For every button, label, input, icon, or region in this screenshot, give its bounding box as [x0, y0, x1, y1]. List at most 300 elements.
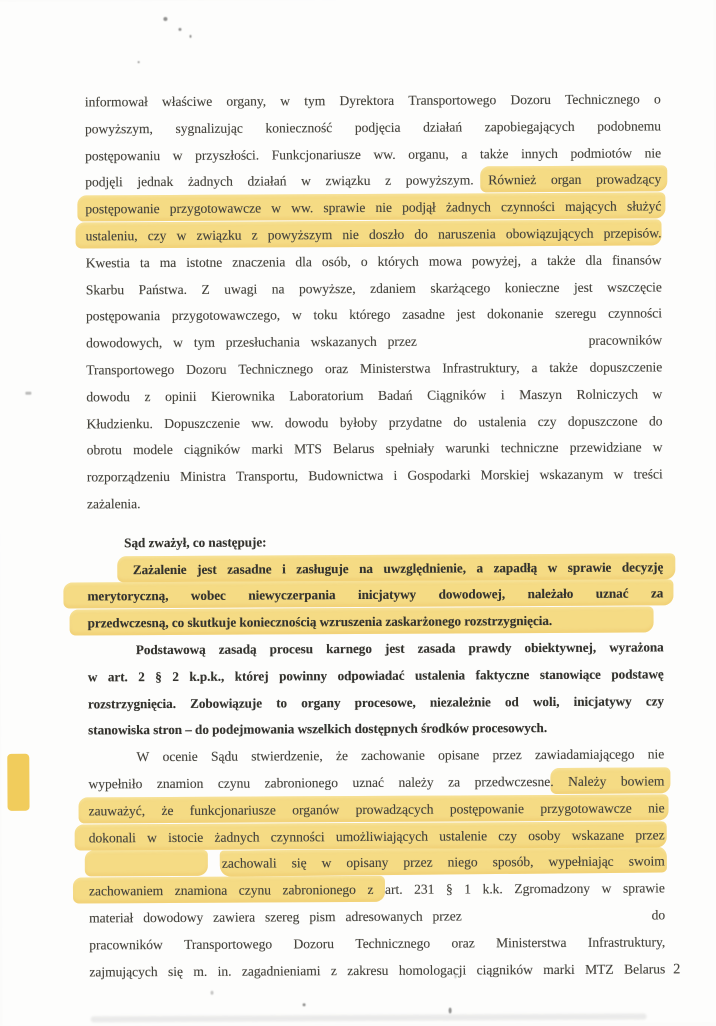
text-segment: sposób,	[492, 854, 534, 870]
text-segment: istocie	[168, 829, 204, 845]
text-segment: a	[476, 559, 484, 575]
text-segment: także	[479, 145, 509, 161]
text-segment: czy	[537, 413, 557, 429]
text-segment: przygotowawczego,	[171, 307, 281, 324]
text-segment: konieczne	[504, 279, 560, 295]
text-segment: byłoby	[339, 414, 378, 430]
text-segment: przewidziane	[569, 439, 642, 456]
redacted-gap	[88, 759, 123, 761]
text-segment: zachowanie	[361, 747, 425, 764]
text-segment: prowadzących	[355, 801, 434, 817]
text-segment: a	[531, 360, 538, 376]
text-segment: wyrażona	[609, 639, 664, 655]
text-segment: zasadne	[227, 561, 272, 577]
text-segment: procesowe,	[354, 694, 416, 710]
text-segment: w	[547, 559, 558, 575]
text-segment: czynności	[270, 828, 325, 844]
text-segment: przygotowawcze	[169, 200, 262, 217]
text-segment: organ	[550, 172, 582, 188]
text-line	[87, 462, 663, 492]
text-segment: związku	[325, 173, 371, 189]
text-segment: k.k.	[482, 881, 503, 897]
text-segment: Funkcjonariusze	[271, 146, 361, 163]
text-segment: merytoryczną,	[87, 588, 169, 604]
text-segment: pism	[309, 909, 336, 925]
text-segment: szeregu	[555, 306, 597, 322]
text-segment: to	[276, 694, 288, 710]
text-segment: decyzję	[621, 558, 664, 575]
text-segment: jednak	[137, 174, 174, 190]
text-segment: sygnalizując	[175, 120, 243, 136]
text-segment: dowodu	[86, 388, 130, 405]
text-line	[88, 688, 664, 718]
text-segment: szereg	[264, 909, 300, 925]
text-segment: Infrastruktury,	[442, 360, 520, 376]
text-segment: Ministerstwa	[359, 360, 431, 376]
text-segment: stanowiące	[539, 666, 601, 682]
text-line	[89, 956, 665, 986]
text-segment: Ciągników	[427, 387, 487, 403]
text-segment: podobnemu	[597, 118, 662, 134]
text-segment: z	[251, 227, 258, 243]
text-segment: także	[547, 252, 576, 268]
text-segment: że	[335, 748, 348, 764]
text-segment: odpowiadać	[337, 667, 405, 683]
text-segment: materiał	[89, 910, 134, 926]
text-segment: zażalenia.	[86, 496, 141, 512]
text-segment: osób,	[321, 253, 351, 269]
text-segment: zakresu	[347, 962, 389, 978]
text-segment: mowa	[428, 253, 462, 269]
text-segment: art.	[384, 881, 403, 897]
text-segment: znamion	[156, 775, 204, 791]
text-segment: inicjatywy	[573, 693, 632, 709]
text-segment: dla	[295, 254, 312, 270]
text-segment: nie	[375, 200, 392, 216]
text-segment: faktyczne	[475, 666, 530, 683]
text-segment: wobec	[190, 588, 226, 604]
text-segment: in.	[217, 963, 232, 979]
text-segment: dopuszczenie	[589, 359, 663, 375]
scan-speck	[449, 1008, 452, 1014]
text-segment: informował	[84, 94, 148, 110]
text-line	[85, 167, 661, 197]
text-segment: do	[648, 412, 663, 429]
text-line	[85, 113, 661, 143]
text-segment: ma	[159, 254, 177, 270]
text-segment: Rolniczych	[576, 386, 638, 402]
text-segment: pracowników	[89, 936, 163, 953]
redacted-gap	[472, 917, 642, 920]
text-segment: uznać	[595, 585, 629, 602]
scan-shadow	[91, 1013, 647, 1022]
text-segment: a	[461, 146, 468, 162]
text-segment: i	[282, 560, 286, 576]
text-segment: zajmujących	[89, 963, 158, 979]
text-line	[88, 634, 664, 664]
text-segment: ww.	[373, 146, 396, 162]
text-segment: Dozoru	[293, 935, 334, 952]
text-segment: uwzględnienie,	[383, 559, 466, 576]
text-segment: nie	[648, 800, 665, 816]
text-segment: z	[385, 173, 392, 189]
text-segment: Belarus	[333, 441, 375, 457]
text-segment: zagadnieniami	[241, 962, 321, 979]
text-segment: także	[549, 359, 578, 375]
text-segment: organy	[301, 694, 341, 710]
text-segment: prawdy	[468, 640, 512, 656]
text-segment: Belarus	[624, 960, 666, 977]
text-segment: w	[87, 669, 98, 685]
text-segment: Zażalenie	[132, 561, 187, 577]
text-segment: Państwa.	[138, 281, 187, 297]
text-segment: z	[144, 388, 151, 404]
highlighter-overlap-mark	[7, 754, 29, 811]
text-segment: procesu	[269, 641, 314, 657]
redacted-gap	[428, 343, 578, 346]
text-segment: Zgromadzony	[514, 880, 591, 897]
text-segment: którego	[349, 307, 391, 323]
text-segment: w	[601, 880, 612, 896]
text-segment: ustalenia	[414, 667, 466, 683]
text-segment: Dozoru	[510, 91, 551, 108]
text-segment: zabronionego	[282, 882, 356, 898]
text-segment: postępowania	[85, 308, 161, 324]
text-segment: za	[448, 774, 461, 790]
text-segment: dopuszczone	[567, 413, 638, 429]
text-line	[86, 354, 662, 384]
text-segment: których	[377, 253, 419, 269]
text-segment: związku	[196, 227, 242, 243]
scan-speck	[25, 392, 31, 395]
text-segment: Sąd zważył, co następuje:	[124, 534, 267, 550]
text-segment: że	[161, 802, 174, 818]
text-segment: podjęli	[85, 174, 123, 190]
text-segment: się	[291, 855, 307, 871]
text-segment: w	[613, 466, 624, 482]
text-segment: właściwe	[161, 93, 213, 110]
text-segment: doszło	[368, 226, 405, 242]
text-segment: homologacji	[398, 961, 467, 978]
text-segment: podstawę	[611, 666, 664, 682]
text-segment: art.	[107, 668, 128, 685]
text-line	[88, 661, 664, 691]
redacted-gap	[88, 652, 123, 654]
text-segment: Morskiej	[480, 467, 530, 483]
text-segment: żadnych	[214, 829, 260, 845]
text-segment: czy	[147, 227, 167, 244]
text-segment: w	[176, 227, 187, 243]
text-segment: czynu	[238, 882, 272, 898]
text-segment: marki	[251, 441, 283, 457]
text-segment: uznać	[352, 774, 384, 790]
text-segment: Transportowego	[408, 92, 497, 108]
text-segment: od	[504, 693, 519, 709]
text-segment: podjął	[402, 199, 436, 215]
text-segment: naruszenia	[438, 226, 496, 242]
text-segment: powyższe,	[298, 280, 356, 296]
text-segment: obowiązujących	[505, 225, 594, 242]
text-segment: Z	[201, 281, 210, 297]
text-segment: Maszyn	[519, 386, 562, 402]
text-segment: znamiona	[174, 882, 228, 899]
text-segment: czy	[645, 692, 664, 709]
text-segment: i	[500, 386, 505, 403]
text-segment: 2	[172, 668, 179, 684]
text-segment: nie	[342, 226, 359, 243]
text-segment: w	[652, 439, 663, 455]
text-segment: powyższym.	[405, 172, 474, 189]
text-segment: Technicznego	[355, 935, 431, 951]
text-segment: na	[359, 560, 373, 576]
text-segment: zasada	[417, 640, 456, 656]
text-segment: 1	[464, 881, 472, 897]
text-segment: Ministerstwa	[496, 934, 567, 950]
scan-speck	[178, 28, 181, 31]
text-segment: przepisów.	[603, 225, 662, 241]
text-segment: ww.	[251, 415, 274, 431]
text-segment: postępowanie	[449, 800, 525, 817]
page-number: 2	[673, 961, 681, 978]
text-segment: 2	[138, 668, 145, 684]
text-segment: ciągników	[476, 961, 533, 977]
text-segment: powyższym,	[84, 120, 153, 137]
text-segment: ustaleniu,	[85, 228, 138, 244]
text-segment: o	[360, 253, 368, 269]
text-segment: oraz	[324, 361, 349, 377]
text-segment: zawiera	[213, 909, 256, 925]
text-segment: zauważyć,	[88, 802, 146, 819]
text-segment: nie	[647, 746, 665, 762]
text-segment: Transportowego	[86, 361, 175, 378]
text-segment: przez	[492, 747, 522, 763]
text-segment: adresowanych	[345, 908, 423, 924]
text-segment: obiektywnej,	[524, 639, 597, 656]
text-segment: ocenie	[162, 748, 198, 765]
text-segment: zasadą	[218, 641, 257, 657]
text-segment: nie	[644, 145, 662, 161]
text-segment: Ministra	[180, 468, 226, 485]
text-segment: czynu	[217, 775, 251, 791]
text-segment: przez	[403, 854, 433, 871]
text-segment: sprawie	[567, 559, 612, 575]
text-line	[86, 328, 662, 358]
text-line	[85, 86, 661, 116]
text-segment: wypełniło	[88, 776, 143, 792]
text-line	[85, 220, 661, 250]
text-segment: przez	[432, 908, 462, 924]
text-segment: w	[301, 173, 311, 189]
text-segment: w	[280, 93, 291, 109]
text-line	[89, 902, 665, 932]
text-segment: wskazanym	[539, 466, 604, 483]
text-line	[86, 408, 662, 438]
text-segment: zasadne	[402, 306, 445, 323]
text-segment: §	[155, 668, 162, 684]
text-segment: ciągników	[183, 441, 241, 458]
text-segment: toku	[313, 307, 338, 323]
document-text	[85, 86, 666, 985]
text-segment: dowodowej,	[438, 586, 506, 602]
text-segment: służyć	[626, 198, 662, 214]
text-segment: dowodowych,	[86, 335, 163, 351]
text-segment: ww.	[291, 200, 314, 216]
text-segment: działań	[247, 173, 287, 189]
text-segment: uwagi	[224, 281, 258, 297]
text-segment: woli,	[532, 693, 560, 709]
text-segment: a	[530, 252, 538, 268]
text-segment: Infrastruktury,	[587, 934, 666, 950]
text-segment: z	[330, 962, 337, 978]
text-segment: zdaniem	[370, 280, 416, 296]
text-line	[87, 488, 663, 518]
text-segment: Technicznego	[238, 361, 314, 377]
text-segment: spełniały	[385, 440, 435, 457]
text-segment: powinny	[279, 667, 328, 684]
text-segment: rozstrzygnięcia.	[87, 695, 176, 711]
text-segment: opinii	[165, 388, 197, 404]
text-line	[87, 435, 663, 465]
text-segment: postępowaniu	[85, 147, 161, 164]
text-segment: bowiem	[620, 773, 665, 789]
text-segment: postępowanie	[85, 201, 160, 217]
text-line	[85, 140, 661, 170]
text-segment: warunki	[445, 440, 490, 456]
text-segment: umożliwiających	[335, 828, 428, 844]
text-segment: prowadzący	[596, 171, 662, 188]
text-segment: tym	[304, 93, 326, 109]
text-segment: Należy	[568, 773, 607, 789]
text-segment: w	[652, 386, 663, 402]
text-segment: za	[650, 585, 664, 601]
text-segment: Laboratorium	[289, 387, 364, 404]
text-segment: 231	[414, 881, 435, 897]
text-segment: wszczęcie	[607, 278, 662, 295]
text-segment: podjęcia	[354, 119, 401, 135]
text-line	[89, 849, 665, 879]
text-segment: konieczność	[265, 119, 333, 136]
text-segment: przydatne	[388, 414, 442, 430]
text-segment: zasługuje	[296, 560, 349, 576]
text-segment: Budownictwa	[308, 468, 384, 484]
text-segment: opisany	[346, 855, 389, 871]
text-segment: techniczne	[500, 440, 559, 456]
text-segment: organy,	[226, 93, 267, 109]
text-segment: modele	[133, 442, 173, 458]
text-segment: Skarbu	[85, 281, 125, 298]
text-segment: stwierdzenie,	[251, 748, 323, 764]
text-segment: przygotowawcze	[540, 800, 632, 816]
text-segment: dokonali	[88, 829, 136, 845]
text-segment: w	[321, 855, 332, 871]
text-segment: Również	[488, 172, 537, 188]
redacted-gap	[87, 572, 122, 574]
text-line	[88, 742, 664, 772]
text-segment: jest	[197, 561, 217, 577]
text-segment: ta	[139, 254, 150, 270]
text-line	[86, 301, 662, 331]
text-segment: Kłudzienku.	[86, 415, 153, 431]
text-segment: czy	[498, 827, 518, 843]
text-segment: ustalenie	[439, 827, 488, 844]
redacted-gap	[87, 545, 122, 547]
text-segment: oraz	[451, 935, 475, 951]
text-segment: istotne	[186, 254, 223, 270]
text-segment: Technicznego	[565, 91, 640, 107]
text-line	[86, 274, 662, 304]
text-segment: powyżej,	[471, 252, 522, 269]
text-segment: niego	[447, 854, 478, 870]
text-segment: znaczenia	[232, 254, 286, 270]
text-segment: się	[167, 963, 183, 979]
text-segment: marki	[543, 961, 575, 977]
text-segment: Sądu	[210, 748, 239, 764]
text-segment: jest	[573, 279, 593, 295]
text-segment: wskazane	[571, 827, 625, 843]
text-segment: zabronionego	[264, 775, 339, 791]
text-segment: dla	[585, 252, 603, 268]
text-segment: Badań	[377, 387, 413, 403]
text-line	[86, 247, 662, 277]
text-segment: dowodu	[284, 414, 329, 430]
text-segment: m.	[193, 963, 208, 979]
text-segment: dowodowy	[143, 909, 204, 926]
text-segment: Dyrektora	[339, 92, 395, 109]
text-line	[89, 929, 665, 959]
text-segment: zapobiegających	[484, 118, 575, 135]
text-segment: innych	[521, 145, 558, 161]
scan-speck	[303, 1003, 306, 1006]
text-segment: z	[367, 882, 374, 898]
text-segment: przyszłości.	[195, 147, 260, 163]
text-segment: treści	[633, 466, 663, 482]
text-segment: karnego	[326, 640, 372, 657]
text-segment: w	[173, 335, 183, 351]
text-segment: Gospodarki	[407, 467, 471, 483]
scan-speck	[211, 991, 214, 995]
text-segment: obrotu	[86, 442, 122, 458]
text-segment: przedwczesną, co skutkuje koniecznością wzruszenia zaskarżonego rozstrzygnięcia.	[87, 613, 553, 631]
text-segment: sprawie	[323, 200, 366, 216]
text-segment: stanowiska stron – do podejmowania wszelkich dostępnych środków procesowych.	[88, 720, 548, 738]
text-segment: przedwczesne.	[474, 773, 554, 790]
text-segment: na	[271, 280, 285, 297]
text-segment: ustalenia	[478, 413, 527, 429]
text-segment: W	[136, 749, 150, 765]
text-segment: czynności	[500, 199, 555, 215]
text-segment: Zobowiązuje	[190, 695, 263, 711]
text-segment: zachowali	[221, 855, 277, 872]
text-segment: w	[291, 307, 302, 323]
text-segment: niewyczerpania	[248, 587, 336, 603]
text-segment: do	[453, 413, 467, 430]
text-segment: jest	[384, 640, 405, 656]
text-segment: k.p.k.,	[189, 668, 225, 684]
text-segment: wskazanych	[310, 334, 377, 350]
text-segment: skarżącego	[430, 279, 491, 296]
scan-speck	[138, 61, 140, 63]
text-segment: o	[653, 91, 661, 107]
text-segment: przesłuchania	[225, 334, 300, 350]
text-line	[86, 381, 662, 411]
text-segment: mających	[565, 198, 617, 215]
text-segment: Dopuszczenie	[164, 415, 240, 431]
text-segment: której	[234, 668, 269, 684]
text-segment: podmiotów	[570, 145, 633, 161]
text-segment: Transportu,	[236, 468, 299, 484]
text-segment: zachowaniem	[88, 883, 164, 899]
text-segment: w	[172, 147, 183, 163]
